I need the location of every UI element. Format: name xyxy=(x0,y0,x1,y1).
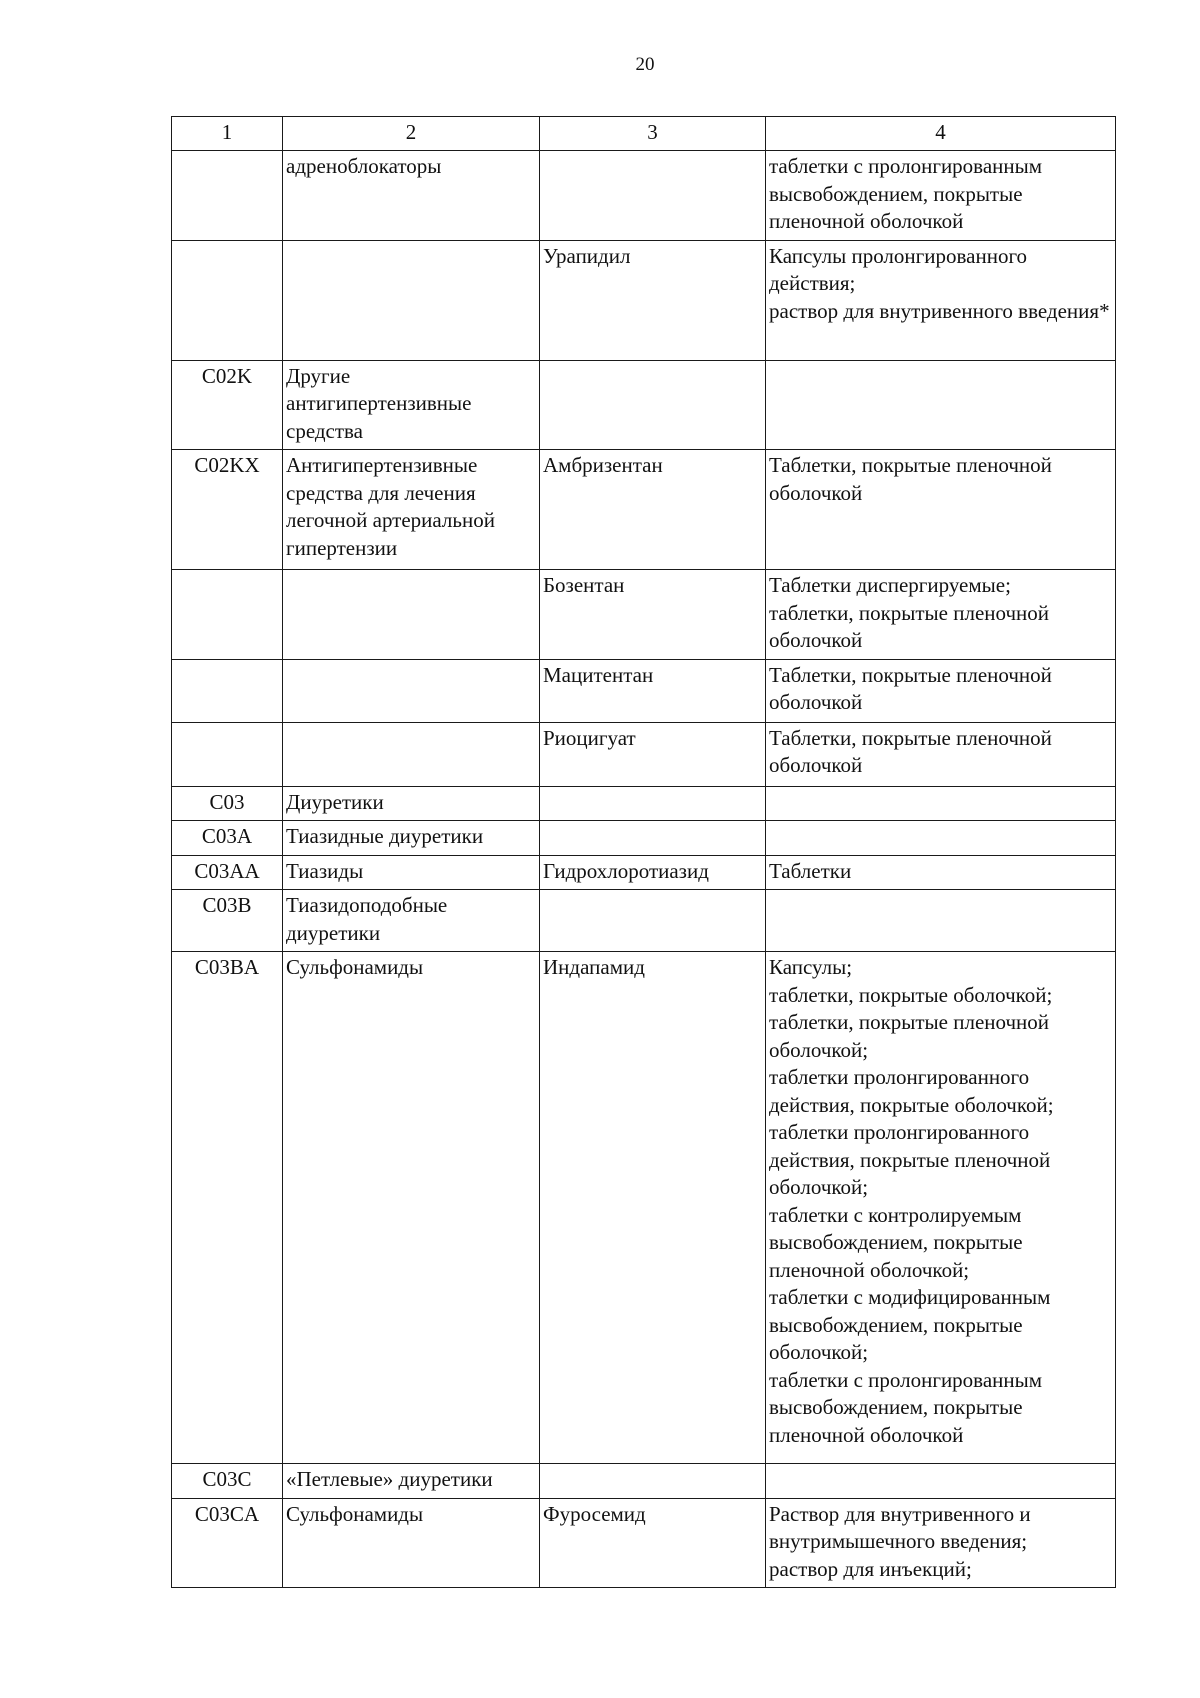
dosage-form-cell xyxy=(766,450,1116,570)
table-row xyxy=(172,722,1116,786)
cell-line: Таблетки диспергируемые; xyxy=(769,573,1011,597)
cell-line: C03 xyxy=(209,789,245,814)
atc-code-cell xyxy=(172,1464,283,1499)
table-row xyxy=(172,821,1116,856)
table-row xyxy=(172,786,1116,821)
cell-line: Раствор для внутривенного и внутримышечного введения; xyxy=(769,1501,1031,1553)
drug-name-cell xyxy=(540,450,766,570)
dosage-form-cell xyxy=(766,952,1116,1464)
cell-line: Мацитентан xyxy=(543,662,654,687)
atc-code-cell xyxy=(172,151,283,241)
cell-line: таблетки, покрытые пленочной оболочкой; xyxy=(769,1010,1050,1062)
cell-line: Таблетки, покрытые пленочной оболочкой xyxy=(769,725,1052,777)
dosage-form-cell xyxy=(766,821,1116,856)
atc-code-cell xyxy=(172,570,283,660)
cell-line: таблетки с модифицированным высвобождением, покрытые оболочкой; xyxy=(769,1285,1051,1364)
atc-code-cell xyxy=(172,890,283,952)
atc-code-cell xyxy=(172,786,283,821)
group-name-cell xyxy=(283,1464,540,1499)
group-name-cell xyxy=(283,855,540,890)
cell-line: таблетки с контролируемым высвобождением, покрытые пленочной оболочкой; xyxy=(769,1202,1023,1282)
table-row xyxy=(172,1498,1116,1588)
drug-name-cell xyxy=(540,659,766,722)
dosage-form-cell xyxy=(766,786,1116,821)
table-row xyxy=(172,570,1116,660)
cell-line: C03B xyxy=(202,893,252,917)
drug-name-cell xyxy=(540,786,766,821)
cell-line: C03A xyxy=(201,824,253,848)
cell-line: Тиазидные диуретики xyxy=(286,824,484,848)
header-col-4: 4 xyxy=(766,117,1116,151)
cell-line: адреноблокаторы xyxy=(286,154,442,178)
drug-name-cell xyxy=(540,1498,766,1588)
drug-name-cell xyxy=(540,360,766,450)
table-row xyxy=(172,952,1116,1464)
table-row xyxy=(172,450,1116,570)
cell-line: Капсулы; xyxy=(769,955,853,979)
cell-line: Риоцигуат xyxy=(543,725,636,750)
cell-line: Антигипертензивные средства для лечения легочной артериальной гипертензии xyxy=(286,453,495,560)
group-name-cell xyxy=(283,151,540,241)
atc-code-cell xyxy=(172,952,283,1464)
medication-table xyxy=(171,116,1116,1588)
atc-code-cell xyxy=(172,821,283,856)
group-name-cell xyxy=(283,240,540,360)
atc-code-cell xyxy=(172,722,283,786)
dosage-form-cell xyxy=(766,151,1116,241)
dosage-form-cell xyxy=(766,360,1116,450)
dosage-form-cell xyxy=(766,240,1116,360)
cell-line: Амбризентан xyxy=(543,453,663,477)
atc-code-cell xyxy=(172,240,283,360)
table-row xyxy=(172,151,1116,241)
atc-code-cell xyxy=(172,360,283,450)
cell-line: Гидрохлоротиазид xyxy=(543,858,709,883)
cell-line: Тиазидоподобные диуретики xyxy=(286,893,448,945)
cell-line: Сульфонамиды xyxy=(286,1501,424,1526)
drug-name-cell xyxy=(540,722,766,786)
cell-line: таблетки с пролонгированным высвобождением, покрытые пленочной оболочкой xyxy=(769,1367,1043,1447)
group-name-cell xyxy=(283,722,540,786)
table-row xyxy=(172,240,1116,360)
cell-line: таблетки, покрытые пленочной оболочкой xyxy=(769,600,1050,652)
atc-code-cell xyxy=(172,659,283,722)
drug-name-cell xyxy=(540,240,766,360)
cell-line: Сульфонамиды xyxy=(286,955,424,979)
dosage-form-cell xyxy=(766,855,1116,890)
drug-name-cell xyxy=(540,570,766,660)
cell-line: C03AA xyxy=(194,858,260,883)
drug-name-cell xyxy=(540,890,766,952)
header-col-3: 3 xyxy=(540,117,766,151)
drug-name-cell xyxy=(540,821,766,856)
cell-line: Фуросемид xyxy=(543,1501,646,1526)
cell-line: C02KX xyxy=(194,453,260,477)
dosage-form-cell xyxy=(766,1464,1116,1499)
drug-name-cell xyxy=(540,1464,766,1499)
table-row xyxy=(172,890,1116,952)
cell-line: «Петлевые» диуретики xyxy=(286,1467,493,1491)
cell-line: Бозентан xyxy=(543,573,625,597)
cell-line: Тиазиды xyxy=(286,858,364,883)
table-row xyxy=(172,360,1116,450)
atc-code-cell xyxy=(172,450,283,570)
cell-line: таблетки пролонгированного действия, покрытые оболочкой; xyxy=(769,1065,1054,1117)
table-header-row xyxy=(172,117,1116,151)
cell-line: Индапамид xyxy=(543,955,645,979)
group-name-cell xyxy=(283,786,540,821)
group-name-cell xyxy=(283,890,540,952)
cell-line: Таблетки, покрытые пленочной оболочкой xyxy=(769,453,1052,505)
cell-line: раствор для внутривенного введения* xyxy=(769,298,1110,323)
group-name-cell xyxy=(283,450,540,570)
group-name-cell xyxy=(283,952,540,1464)
dosage-form-cell xyxy=(766,890,1116,952)
cell-line: таблетки с пролонгированным высвобождением, покрытые пленочной оболочкой xyxy=(769,154,1043,233)
cell-line: Капсулы пролонгированного действия; xyxy=(769,243,1028,295)
cell-line: Урапидил xyxy=(543,243,631,268)
cell-line: таблетки, покрытые оболочкой; xyxy=(769,982,1053,1007)
cell-line: раствор для инъекций; xyxy=(769,1556,972,1581)
cell-line: C03BA xyxy=(194,955,260,979)
atc-code-cell xyxy=(172,1498,283,1588)
dosage-form-cell xyxy=(766,722,1116,786)
group-name-cell xyxy=(283,360,540,450)
dosage-form-cell xyxy=(766,570,1116,660)
cell-line: таблетки пролонгированного действия, покрытые пленочной оболочкой; xyxy=(769,1120,1051,1199)
dosage-form-cell xyxy=(766,659,1116,722)
cell-line: C02K xyxy=(201,363,253,388)
table-row xyxy=(172,659,1116,722)
drug-name-cell xyxy=(540,855,766,890)
group-name-cell xyxy=(283,1498,540,1588)
drug-name-cell xyxy=(540,151,766,241)
group-name-cell xyxy=(283,659,540,722)
page-number: 20 xyxy=(635,54,655,75)
atc-code-cell xyxy=(172,855,283,890)
cell-line: C03CA xyxy=(194,1501,260,1526)
cell-line: Таблетки, покрытые пленочной оболочкой xyxy=(769,662,1052,714)
table-row xyxy=(172,1464,1116,1499)
cell-line: Таблетки xyxy=(769,858,852,883)
cell-line: Диуретики xyxy=(286,789,384,814)
group-name-cell xyxy=(283,821,540,856)
table-row xyxy=(172,855,1116,890)
drug-name-cell xyxy=(540,952,766,1464)
header-col-2: 2 xyxy=(283,117,540,151)
group-name-cell xyxy=(283,570,540,660)
dosage-form-cell xyxy=(766,1498,1116,1588)
header-col-1: 1 xyxy=(172,117,283,151)
cell-line: Другие антигипертензивные средства xyxy=(286,363,472,443)
cell-line: C03C xyxy=(202,1467,252,1491)
